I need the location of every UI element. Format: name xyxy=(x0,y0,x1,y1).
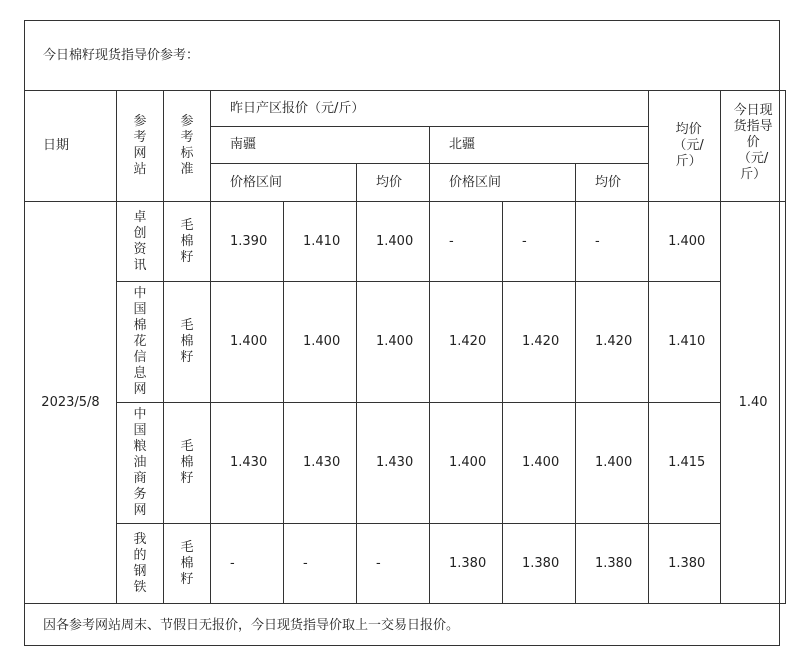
north-low-cell: 1.400 xyxy=(430,403,503,524)
table-row xyxy=(25,403,786,524)
site-cell: 我的钢铁 xyxy=(117,524,164,604)
north-avg-cell: 1.400 xyxy=(576,403,649,524)
avg-cell: 1.400 xyxy=(649,202,721,282)
south-avg-cell: 1.400 xyxy=(357,282,430,403)
standard-cell: 毛棉籽 xyxy=(164,282,211,403)
header-date: 日期 xyxy=(25,91,117,202)
south-low-cell: 1.390 xyxy=(211,202,284,282)
north-low-cell: 1.380 xyxy=(430,524,503,604)
standard-cell: 毛棉籽 xyxy=(164,202,211,282)
north-high-cell: 1.400 xyxy=(503,403,576,524)
today-price-cell: 1.40 xyxy=(721,202,786,604)
site-cell: 中国粮油商务网 xyxy=(117,403,164,524)
table-row xyxy=(25,282,786,403)
south-avg-cell: 1.400 xyxy=(357,202,430,282)
south-high-cell: 1.400 xyxy=(284,282,357,403)
south-avg-cell: 1.430 xyxy=(357,403,430,524)
footnote: 因各参考网站周末、节假日无报价，今日现货指导价取上一交易日报价。 xyxy=(43,618,460,633)
header-overall-avg: 均价（元/斤） xyxy=(649,91,721,202)
price-table xyxy=(24,90,786,604)
header-yesterday: 昨日产区报价（元/斤） xyxy=(211,91,649,127)
north-avg-cell: 1.420 xyxy=(576,282,649,403)
north-low-cell: 1.420 xyxy=(430,282,503,403)
header-north: 北疆 xyxy=(430,127,649,164)
south-low-cell: - xyxy=(211,524,284,604)
south-low-cell: 1.430 xyxy=(211,403,284,524)
north-low-cell: - xyxy=(430,202,503,282)
page-title: 今日棉籽现货指导价参考： xyxy=(43,48,200,63)
avg-cell: 1.410 xyxy=(649,282,721,403)
header-standard: 参考标准 xyxy=(164,91,211,202)
north-high-cell: 1.380 xyxy=(503,524,576,604)
south-high-cell: - xyxy=(284,524,357,604)
header-south-avg: 均价 xyxy=(357,164,430,202)
header-today-price: 今日现货指导价（元/斤） xyxy=(721,91,786,202)
header-south: 南疆 xyxy=(211,127,430,164)
site-cell: 中国棉花信息网 xyxy=(117,282,164,403)
header-north-range: 价格区间 xyxy=(430,164,576,202)
north-avg-cell: - xyxy=(576,202,649,282)
north-high-cell: 1.420 xyxy=(503,282,576,403)
north-avg-cell: 1.380 xyxy=(576,524,649,604)
site-cell: 卓创资讯 xyxy=(117,202,164,282)
south-high-cell: 1.410 xyxy=(284,202,357,282)
header-south-range: 价格区间 xyxy=(211,164,357,202)
header-north-avg: 均价 xyxy=(576,164,649,202)
north-high-cell: - xyxy=(503,202,576,282)
south-low-cell: 1.400 xyxy=(211,282,284,403)
table-row xyxy=(25,524,786,604)
standard-cell: 毛棉籽 xyxy=(164,403,211,524)
avg-cell: 1.380 xyxy=(649,524,721,604)
header-site: 参考网站 xyxy=(117,91,164,202)
south-avg-cell: - xyxy=(357,524,430,604)
standard-cell: 毛棉籽 xyxy=(164,524,211,604)
south-high-cell: 1.430 xyxy=(284,403,357,524)
avg-cell: 1.415 xyxy=(649,403,721,524)
date-cell: 2023/5/8 xyxy=(25,202,117,604)
table-row xyxy=(25,202,786,282)
